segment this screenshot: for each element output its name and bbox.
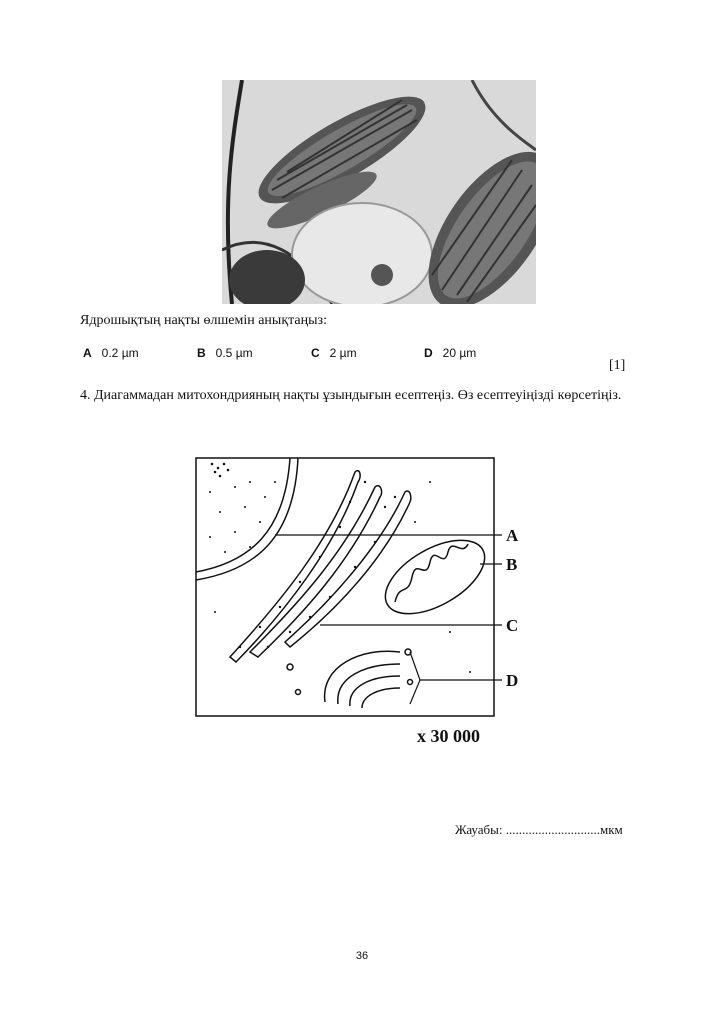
nucleolus [371, 264, 393, 286]
magnification-label: x 30 000 [417, 726, 480, 746]
electron-micrograph-image [222, 80, 536, 304]
option-d: D 20 µm [424, 346, 477, 360]
label-a: A [506, 526, 519, 545]
cell-diagram [190, 452, 550, 732]
question4-text: 4. Диагаммадан митохондрияның нақты ұзындығын есептеңіз. Өз есептеуіңізді көрсетіңіз. [80, 388, 622, 403]
label-b: B [506, 555, 518, 574]
label-d: D [506, 671, 519, 690]
option-a: A 0.2 µm [83, 346, 139, 360]
option-b: B 0.5 µm [197, 346, 253, 360]
question3-mark: [1] [609, 358, 626, 373]
answer-line: Жауабы: .............................мкм [455, 822, 623, 837]
label-c: C [506, 616, 519, 635]
option-c: C 2 µm [311, 346, 357, 360]
question3-prompt: Ядрошықтың нақты өлшемін анықтаңыз: [80, 313, 327, 328]
nucleus [292, 203, 432, 304]
page-number: 36 [355, 950, 369, 962]
